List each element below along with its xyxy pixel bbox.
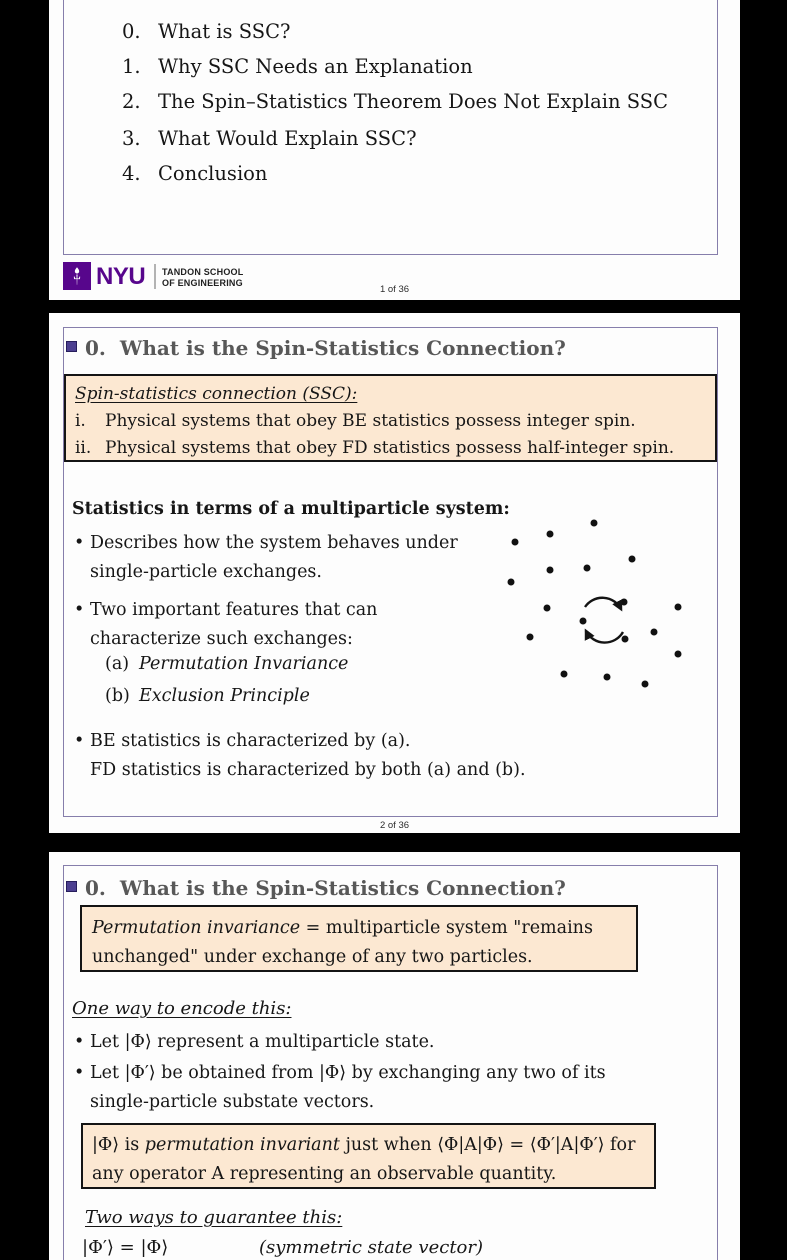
toc-label: What is SSC? bbox=[158, 20, 291, 43]
toc-label: Why SSC Needs an Explanation bbox=[158, 55, 473, 78]
bullet-phi-state bbox=[74, 1028, 694, 1057]
bullet-glyph: • bbox=[74, 1063, 85, 1083]
invariance-criterion-box bbox=[81, 1123, 656, 1189]
slide-title-number: 0. bbox=[85, 336, 106, 360]
bullet-text-line2: FD statistics is characterized by both (a) and (b). bbox=[90, 760, 526, 780]
slide-title bbox=[85, 876, 566, 900]
ssc-def-item-i bbox=[75, 408, 706, 435]
slide-title bbox=[85, 336, 566, 360]
perm-inv-rest: = multiparticle system "remains unchanged" under exchange of any two particles. bbox=[92, 918, 593, 967]
slide-title-text: What is the Spin-Statistics Connection? bbox=[119, 876, 566, 900]
criterion-term: permutation invariant bbox=[144, 1135, 340, 1155]
tandon-line2: OF ENGINEERING bbox=[162, 277, 243, 288]
ssc-definition-box bbox=[64, 374, 717, 462]
item-number: ii. bbox=[75, 438, 92, 458]
perm-inv-term: Permutation invariance bbox=[92, 918, 301, 938]
bullet-text: Two important features that can characterize such exchanges: bbox=[90, 600, 378, 649]
permutation-invariance-box bbox=[80, 905, 638, 972]
bullet-glyph: • bbox=[74, 533, 85, 553]
symmetric-vector-line bbox=[82, 1237, 484, 1258]
bullet-glyph: • bbox=[74, 1032, 85, 1052]
ssc-def-heading-text: Spin-statistics connection (SSC): bbox=[75, 384, 358, 404]
sub-item-text: Permutation Invariance bbox=[139, 654, 349, 674]
bullet-text: Let |Φ′⟩ be obtained from |Φ⟩ by exchanging any two of its single-particle substate vectors. bbox=[90, 1063, 606, 1112]
toc-number: 0. bbox=[122, 20, 141, 43]
bullet-text: Let |Φ⟩ represent a multiparticle state. bbox=[90, 1032, 435, 1052]
item-text: Physical systems that obey BE statistics possess integer spin. bbox=[105, 411, 636, 431]
guarantee-heading: Two ways to guarantee this: bbox=[85, 1207, 343, 1228]
particle-exchange-diagram bbox=[490, 500, 700, 700]
item-number: i. bbox=[75, 411, 86, 431]
statistics-heading: Statistics in terms of a multiparticle system: bbox=[72, 499, 510, 519]
pdf-page-1 bbox=[49, 0, 740, 300]
bullet-two-features bbox=[74, 596, 464, 654]
perm-inv-text bbox=[82, 907, 636, 979]
sub-item-number: (b) bbox=[105, 686, 130, 706]
ssc-def-item-ii bbox=[75, 435, 706, 462]
bullet-text: Describes how the system behaves under single-particle exchanges. bbox=[90, 533, 458, 582]
toc-label: The Spin–Statistics Theorem Does Not Explain SSC bbox=[158, 90, 669, 113]
toc-label: What Would Explain SSC? bbox=[158, 127, 417, 150]
title-bullet-square bbox=[66, 881, 77, 892]
criterion-seg1: |Φ⟩ is bbox=[92, 1135, 145, 1155]
slide-title-number: 0. bbox=[85, 876, 106, 900]
symmetric-vector-formula: |Φ′⟩ = |Φ⟩ bbox=[82, 1237, 169, 1258]
bullet-glyph: • bbox=[74, 600, 85, 620]
symmetric-vector-note: (symmetric state vector) bbox=[259, 1237, 484, 1258]
sub-item-text: Exclusion Principle bbox=[139, 686, 310, 706]
particle-dots bbox=[508, 520, 682, 688]
bullet-be-fd bbox=[74, 727, 694, 785]
nyu-wordmark: NYU bbox=[96, 263, 146, 290]
toc-label: Conclusion bbox=[158, 162, 268, 185]
page-number: 1 of 36 bbox=[379, 284, 410, 295]
bullet-text: BE statistics is characterized by (a). bbox=[90, 731, 411, 751]
bullet-describes bbox=[74, 529, 494, 587]
criterion-seg2: just when ⟨Φ|A|Φ⟩ = ⟨Φ′|A|Φ′⟩ for any operator A representing an observable quantity. bbox=[92, 1135, 636, 1184]
sub-item-b bbox=[105, 686, 310, 706]
tandon-line1: TANDON SCHOOL bbox=[162, 267, 244, 277]
encode-heading: One way to encode this: bbox=[72, 998, 292, 1019]
bullet-phi-prime bbox=[74, 1059, 634, 1117]
pdf-page-3 bbox=[49, 852, 740, 1260]
nyu-torch-icon bbox=[67, 266, 87, 286]
toc-number: 4. bbox=[122, 162, 141, 185]
bullet-glyph: • bbox=[74, 731, 85, 751]
slide-title-text: What is the Spin-Statistics Connection? bbox=[119, 336, 566, 360]
exchange-arrows-icon bbox=[585, 598, 623, 643]
sub-item-number: (a) bbox=[105, 654, 130, 674]
page-number: 2 of 36 bbox=[379, 820, 410, 831]
pdf-page-2 bbox=[49, 313, 740, 833]
toc-number: 2. bbox=[122, 90, 141, 113]
item-text: Physical systems that obey FD statistics possess half-integer spin. bbox=[105, 438, 675, 458]
ssc-def-heading bbox=[75, 381, 706, 408]
toc-number: 3. bbox=[122, 127, 141, 150]
sub-item-a bbox=[105, 654, 348, 674]
toc-number: 1. bbox=[122, 55, 141, 78]
criterion-text bbox=[83, 1125, 654, 1195]
title-bullet-square bbox=[66, 341, 77, 352]
